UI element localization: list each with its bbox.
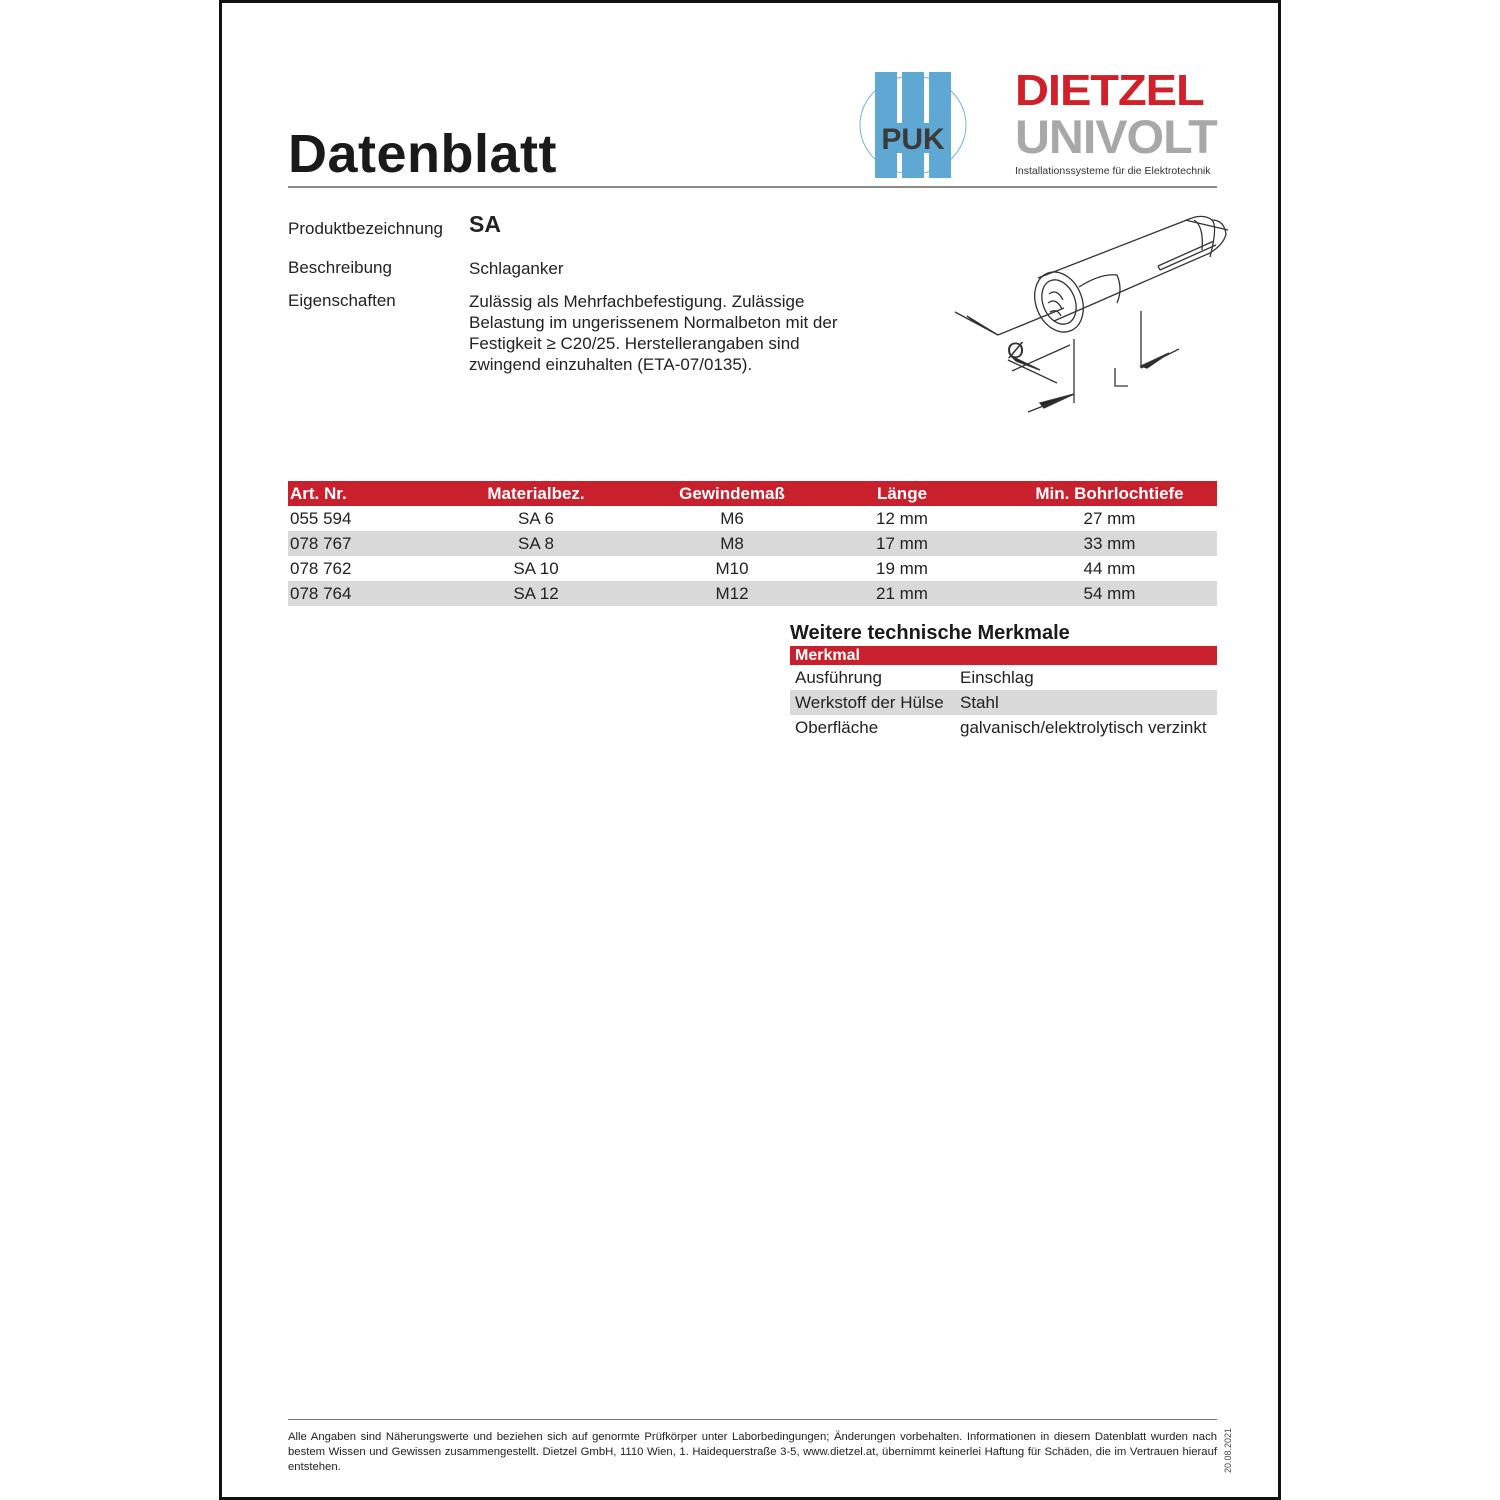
table-row bbox=[288, 556, 1217, 581]
table-row bbox=[790, 690, 1217, 715]
cell-drill-depth: 44 mm bbox=[1083, 558, 1136, 578]
cell-thread: M6 bbox=[720, 508, 744, 528]
cell-art-nr: 078 762 bbox=[290, 558, 352, 578]
properties-label: Eigenschaften bbox=[288, 291, 396, 310]
cell-length: 12 mm bbox=[876, 508, 928, 528]
column-header: Materialbez. bbox=[410, 481, 662, 506]
dietzel-univolt-logo bbox=[1015, 66, 1220, 181]
table-row bbox=[288, 581, 1217, 606]
cell-length: 19 mm bbox=[876, 558, 928, 578]
column-header: Art. Nr. bbox=[288, 481, 410, 506]
cell-material: SA 8 bbox=[410, 531, 662, 556]
page-title: Datenblatt bbox=[288, 124, 558, 184]
properties-line: Belastung im ungerissenem Normalbeton mit der bbox=[469, 313, 838, 332]
column-header: Gewindemaß bbox=[662, 481, 802, 506]
feature-value: galvanisch/elektrolytisch verzinkt bbox=[960, 717, 1207, 737]
logo-tagline: Installationssysteme für die Elektrotechnik bbox=[1015, 165, 1211, 177]
product-name-label: Produktbezeichnung bbox=[288, 219, 444, 238]
properties-line: zwingend einzuhalten (ETA-07/0135). bbox=[469, 355, 753, 374]
footer-divider bbox=[288, 1419, 1217, 1420]
description-label: Beschreibung bbox=[288, 258, 392, 277]
properties-line: Festigkeit ≥ C20/25. Herstellerangaben sind bbox=[469, 334, 800, 353]
cell-drill-depth: 54 mm bbox=[1002, 581, 1217, 606]
product-name-value: SA bbox=[469, 211, 501, 237]
description-value: Schlaganker bbox=[469, 259, 564, 278]
feature-name: Werkstoff der Hülse bbox=[790, 690, 955, 715]
table-row bbox=[288, 506, 1217, 531]
cell-thread: M8 bbox=[662, 531, 802, 556]
tech-features-title: Weitere technische Merkmale bbox=[790, 622, 1070, 644]
cell-art-nr: 078 767 bbox=[288, 531, 410, 556]
anchor-drawing bbox=[942, 208, 1232, 423]
table-row bbox=[790, 665, 1217, 690]
cell-drill-depth: 33 mm bbox=[1002, 531, 1217, 556]
tech-features-header: Merkmal bbox=[790, 646, 1217, 665]
table-row bbox=[790, 715, 1217, 740]
datasheet-page bbox=[219, 0, 1281, 1500]
diameter-symbol: Ø bbox=[1007, 338, 1025, 363]
column-header: Länge bbox=[802, 481, 1002, 506]
cell-art-nr: 055 594 bbox=[290, 508, 352, 528]
tech-features-table bbox=[790, 646, 1217, 740]
table-row bbox=[288, 531, 1217, 556]
properties-line: Zulässig als Mehrfachbefestigung. Zulässige bbox=[469, 292, 805, 311]
cell-material: SA 10 bbox=[513, 558, 559, 578]
cell-material: SA 6 bbox=[518, 508, 554, 528]
article-table-header bbox=[288, 481, 1217, 506]
puk-logo-text: PUK bbox=[881, 123, 945, 156]
cell-thread: M10 bbox=[715, 558, 749, 578]
feature-name: Oberfläche bbox=[795, 717, 879, 737]
properties-value bbox=[469, 291, 838, 375]
univolt-logo-text: UNIVOLT bbox=[1015, 110, 1217, 163]
feature-value: Einschlag bbox=[960, 667, 1034, 687]
article-table bbox=[288, 481, 1217, 606]
cell-material: SA 12 bbox=[410, 581, 662, 606]
feature-name: Ausführung bbox=[795, 667, 882, 687]
cell-length: 17 mm bbox=[802, 531, 1002, 556]
puk-logo bbox=[858, 69, 968, 181]
cell-art-nr: 078 764 bbox=[288, 581, 410, 606]
document-date: 20.08.2021 bbox=[1223, 1427, 1233, 1473]
header-divider bbox=[288, 186, 1217, 188]
cell-length: 21 mm bbox=[802, 581, 1002, 606]
feature-value: Stahl bbox=[955, 690, 1217, 715]
cell-thread: M12 bbox=[662, 581, 802, 606]
dietzel-logo-text: DIETZEL bbox=[1015, 66, 1204, 115]
footer-disclaimer: Alle Angaben sind Näherungswerte und beziehen sich auf genormte Prüfkörper unter Laborbedingungen; Änderungen vorbehalten. Informationen in diesem Datenblatt wurden nach bestem Wissen und Gewissen zusammengestellt. Dietzel GmbH, 1110 Wien, 1. Haidequerstraße 3-5, www.dietzel.at, übernimmt keinerlei Haftung für Schäden, die im Vertrauen hierauf entstehen. bbox=[288, 1431, 1217, 1473]
column-header: Min. Bohrlochtiefe bbox=[1002, 481, 1217, 506]
cell-drill-depth: 27 mm bbox=[1083, 508, 1136, 528]
